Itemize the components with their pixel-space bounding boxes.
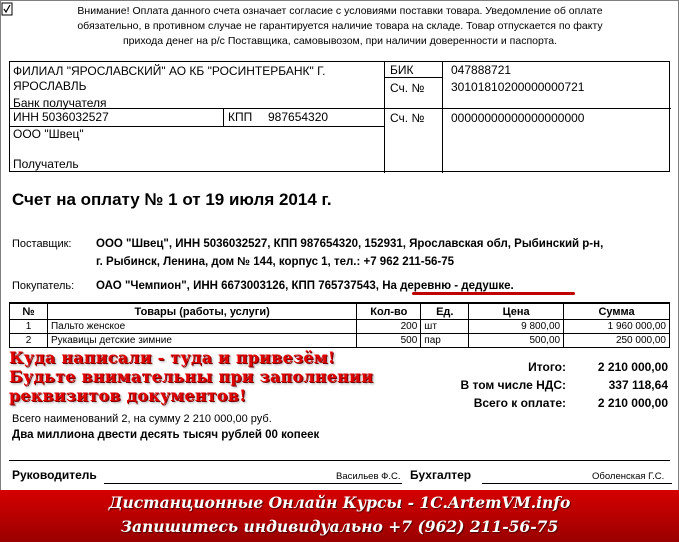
accountant-signature-line [482,483,672,484]
row-unit: шт [421,320,469,334]
row-name: Пальто женское [47,320,356,334]
supplier-line2: г. Рыбинск, Ленина, дом № 144, корпус 1, тел.: +7 962 211-56-75 [96,256,454,268]
vat-value: 337 118,64 [608,378,668,392]
bank-name-line2: ЯРОСЛАВЛЬ [13,79,87,93]
promo-overlay [9,348,373,405]
promo-line2: Будьте внимательны при заполнении [9,367,374,386]
kpp-label: КПП [228,110,253,124]
row-sum: 1 960 000,00 [564,320,670,334]
header-sum: Сумма [564,303,670,320]
notice-line: Внимание! Оплата данного счета означает согласие с условиями поставки товара. Уведомление об оплате [77,5,603,17]
items-table [9,302,670,348]
promo-line3: реквизитов документов! [9,386,247,405]
total-label: Итого: [528,360,566,374]
payment-notice [60,4,620,49]
notice-line: прихода денег на р/с Поставщика, самовывозом, при наличии доверенности и паспорта. [122,35,558,47]
amount-in-words: Два миллиона двести десять тысяч рублей 00 копеек [12,429,320,441]
header-price: Цена [469,303,564,320]
inn-value: 5036032527 [42,110,109,124]
corr-account-value: 30101810200000000721 [451,80,585,94]
due-value: 2 210 000,00 [597,396,668,410]
account-value: 00000000000000000000 [451,111,585,125]
row-sum: 250 000,00 [564,334,670,348]
supplier-label: Поставщик: [12,238,72,250]
row-number: 2 [10,334,48,348]
row-price: 500,00 [469,334,564,348]
header-n: № [10,303,48,320]
account-label: Сч. № [390,111,425,125]
bank-caption: Банк получателя [13,96,107,110]
kpp-value: 987654320 [268,110,329,124]
head-label: Руководитель [12,468,97,482]
recipient-name: ООО "Швец" [13,127,84,141]
header-qty: Кол-во [357,303,421,320]
address-underline [412,292,575,295]
buyer-label: Покупатель: [12,280,75,292]
table-header-row [10,303,670,320]
totals-block [400,358,668,412]
bik-value: 047888721 [451,63,512,77]
total-value: 2 210 000,00 [597,360,668,374]
row-qty: 500 [357,334,421,348]
due-label: Всего к оплате: [473,396,566,410]
table-row [10,334,670,348]
buyer-details: ОАО "Чемпион", ИНН 6673003126, КПП 765737543, [96,280,379,292]
row-qty: 200 [357,320,421,334]
banner-line1: Дистанционные Онлайн Курсы - 1С.ArtemVM.info [108,493,571,512]
head-signature-line [104,483,402,484]
bank-details [9,61,670,172]
accountant-name: Оболенская Г.С. [592,471,665,482]
supplier-value [96,235,676,271]
buyer-address: На деревню - дедушке. [382,280,514,292]
inn-label: ИНН [13,110,39,124]
invoice-title: Счет на оплату № 1 от 19 июля 2014 г. [12,190,332,209]
promo-line1: Куда написали - туда и привезём! [9,348,336,367]
accountant-label: Бухгалтер [410,468,472,482]
vat-label: В том числе НДС: [460,378,566,392]
head-name: Васильев Ф.С. [336,471,401,482]
checkbox-icon [1,2,13,16]
course-banner [0,490,679,542]
notice-line: обязательно, в противном случае не гарантируется наличие товара на складе. Товар отпускается по факту [77,20,603,32]
bank-name-line1: ФИЛИАЛ "ЯРОСЛАВСКИЙ" АО КБ "РОСИНТЕРБАНК" Г. [13,64,326,78]
row-price: 9 800,00 [469,320,564,334]
supplier-line1: ООО "Швец", ИНН 5036032527, КПП 987654320, 152931, Ярославская обл, Рыбинский р-н, [96,238,604,250]
signature-divider [9,460,670,461]
header-unit: Ед. [421,303,469,320]
buyer-value [96,277,676,295]
row-name: Рукавицы детские зимние [47,334,356,348]
banner-line2: Запишитесь индивидуально +7 (962) 211-56-75 [120,517,559,536]
row-number: 1 [10,320,48,334]
bik-label: БИК [390,63,414,77]
items-count-summary: Всего наименований 2, на сумму 2 210 000,00 руб. [12,413,272,425]
table-row [10,320,670,334]
corr-account-label: Сч. № [390,81,425,95]
recipient-caption: Получатель [13,157,79,171]
header-goods: Товары (работы, услуги) [47,303,356,320]
row-unit: пар [421,334,469,348]
